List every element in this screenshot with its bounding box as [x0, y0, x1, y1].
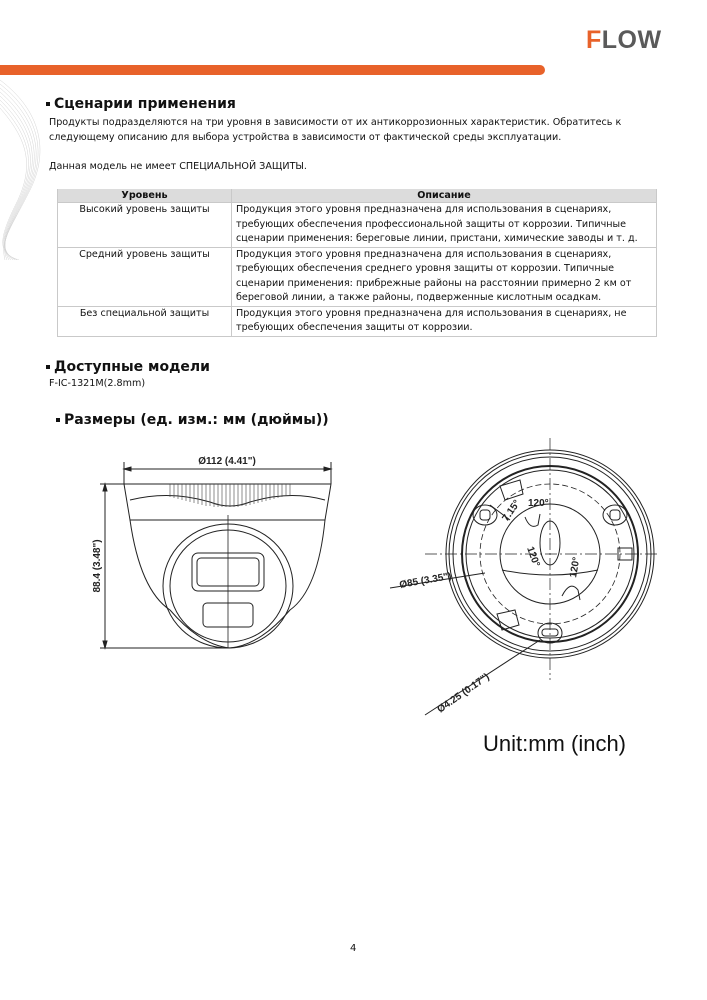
- logo-text: LOW: [601, 26, 662, 54]
- section-title-models: [46, 359, 210, 375]
- arrowhead: [324, 467, 331, 471]
- protection-note: Данная модель не имеет СПЕЦИАЛЬНОЙ ЗАЩИТЫ.: [49, 161, 307, 172]
- unit-label: Unit:mm (inch): [483, 731, 627, 756]
- description-cell: [232, 203, 657, 248]
- description-line: Продукция этого уровня предназначена для использования в сценариях,: [236, 204, 612, 215]
- header-accent-bar: [0, 65, 545, 75]
- section-title-dimensions: [56, 412, 329, 428]
- angle-right-label: 120°: [568, 556, 583, 579]
- description-line: береговой линии, а также районы, подверженные кислотным осадкам.: [236, 292, 602, 303]
- brand-logo: [586, 28, 662, 53]
- diameter-label: Ø85 (3.35"): [398, 570, 453, 591]
- angle-left-label: 120°: [524, 545, 542, 569]
- arrowhead: [103, 484, 107, 491]
- column-header-level: Уровень: [58, 189, 232, 203]
- description-cell: [232, 247, 657, 306]
- height-label: 88.4 (3.48"): [92, 539, 103, 593]
- table-header-row: [58, 189, 657, 203]
- page-number: 4: [350, 943, 357, 954]
- description-line: сценарии применения: прибрежные районы на расстоянии примерно 2 км от: [236, 277, 632, 289]
- level-cell: Средний уровень защиты: [58, 247, 232, 306]
- level-cell: Без специальной защиты: [58, 306, 232, 336]
- angle-small-label: 7.15°: [500, 498, 523, 524]
- logo-accent: F: [586, 26, 602, 54]
- hole-label: Ø4.25 (0.17"): [435, 671, 492, 716]
- intro-line-1: Продукты подразделяются на три уровня в зависимости от их антикоррозионных характеристик. Обратитесь к: [49, 117, 622, 128]
- section-title-text: Размеры (ед. изм.: мм (дюймы)): [64, 412, 329, 428]
- model-item: F-IC-1321M(2.8mm): [49, 378, 146, 389]
- bullet-icon: [46, 365, 50, 369]
- camera-bottom-view-drawing: [380, 430, 670, 730]
- grille: [170, 484, 290, 507]
- table-row: [58, 203, 657, 248]
- angle-top-label: 120°: [528, 498, 549, 509]
- description-line: сценарии применения: береговые линии, пристани, химические заводы и т. д.: [236, 233, 638, 244]
- column-header-description: Описание: [232, 189, 657, 203]
- description-line: требующих обеспечения профессиональной защиты от коррозии. Типичные: [236, 218, 627, 230]
- description-line: требующих обеспечения защиты от коррозии.: [236, 322, 473, 333]
- section-title-text: Доступные модели: [54, 359, 210, 375]
- section-title-scenarios: [46, 96, 236, 112]
- description-line: Продукция этого уровня предназначена для использования в сценариях, не: [236, 307, 627, 319]
- level-cell: Высокий уровень защиты: [58, 203, 232, 248]
- arrowhead: [103, 641, 107, 648]
- bullet-icon: [46, 102, 50, 106]
- section-title-text: Сценарии применения: [54, 96, 236, 112]
- intro-line-2: следующему описанию для выбора устройства в зависимости от фактической среды эксплуатации.: [49, 132, 562, 143]
- bullet-icon: [56, 418, 60, 422]
- description-cell: [232, 306, 657, 336]
- camera-side-view-drawing: [90, 440, 350, 660]
- description-line: Продукция этого уровня предназначена для использования в сценариях,: [236, 248, 612, 260]
- description-line: требующих обеспечения среднего уровня защиты от коррозии. Типичные: [236, 263, 615, 274]
- table-row: [58, 247, 657, 306]
- width-label: Ø112 (4.41"): [198, 456, 256, 467]
- protection-levels-table: [57, 189, 657, 337]
- arrowhead: [124, 467, 131, 471]
- table-row: [58, 306, 657, 336]
